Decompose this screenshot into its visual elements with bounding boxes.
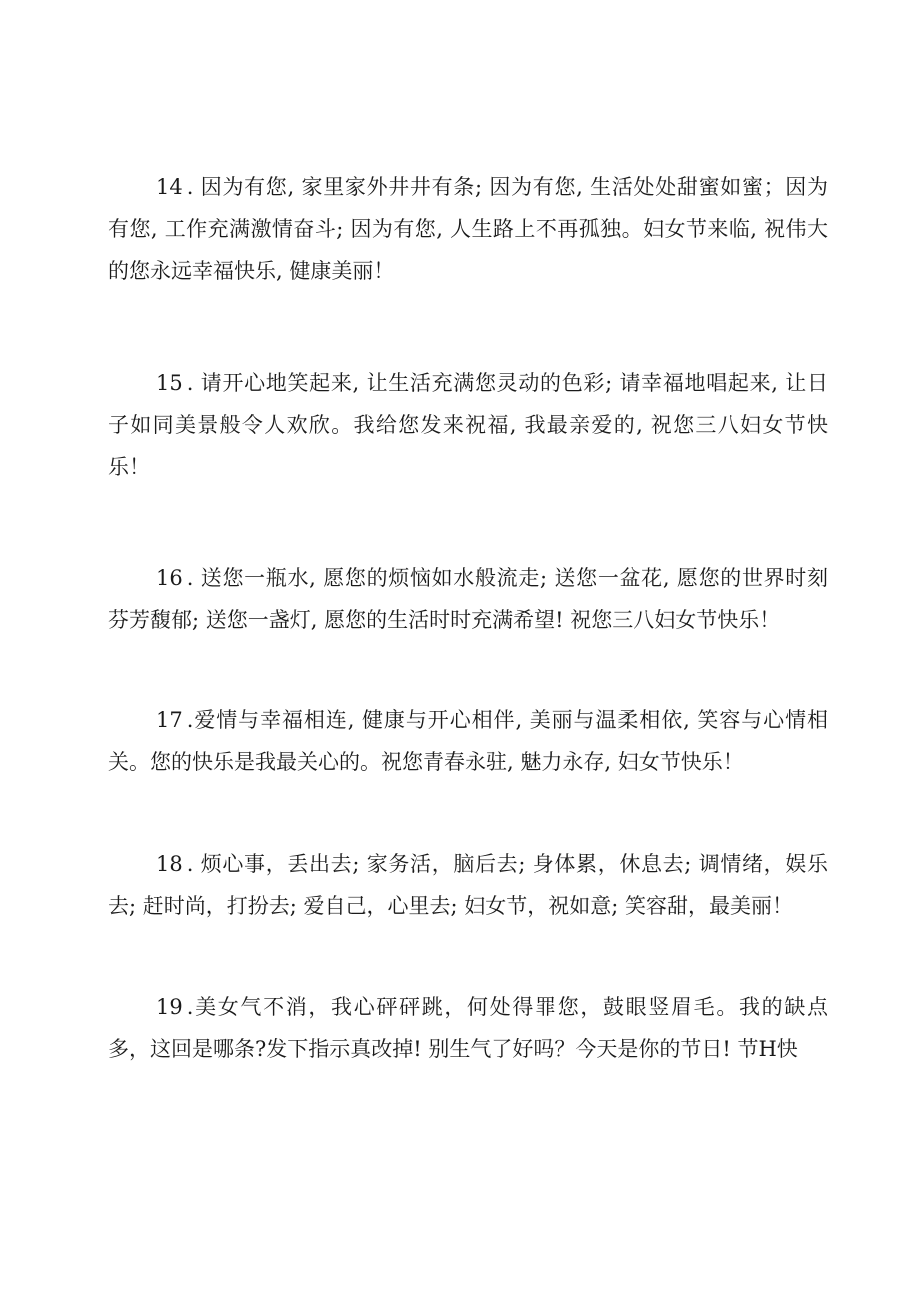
paragraph-number: 14 xyxy=(156,175,183,199)
paragraph-text: .美女气不消，我心砰砰跳，何处得罪您，鼓眼竖眉毛。我的缺点 xyxy=(186,995,828,1019)
paragraph-line: 关。您的快乐是我最关心的。祝您青春永驻, 魅力永存, 妇女节快乐！ xyxy=(108,750,744,774)
paragraph-text: . 请开心地笑起来, 让生活充满您灵动的色彩; 请幸福地唱起来, 让日 xyxy=(186,371,828,395)
paragraph-line: 多，这回是哪条?发下指示真改掉! 别生气了好吗？今天是你的节日! 节H快 xyxy=(108,1037,798,1061)
paragraph-19 xyxy=(108,986,828,1070)
paragraph-line: 芬芳馥郁; 送您一盏灯, 愿您的生活时时充满希望! 祝您三八妇女节快乐！ xyxy=(108,608,781,632)
paragraph-line xyxy=(108,166,828,208)
paragraph-number: 16 xyxy=(156,566,183,590)
paragraph-14 xyxy=(108,166,828,292)
paragraph-number: 19 xyxy=(156,995,183,1019)
paragraph-line: 的您永远幸福快乐, 健康美丽！ xyxy=(108,259,395,283)
paragraph-text: . 烦心事，丢出去; 家务活，脑后去; 身体累，休息去; 调情绪，娱乐 xyxy=(186,852,828,876)
paragraph-18 xyxy=(108,843,828,927)
paragraph-15 xyxy=(108,362,828,488)
paragraph-text: . 因为有您, 家里家外井井有条; 因为有您, 生活处处甜蜜如蜜；因为 xyxy=(186,175,828,199)
paragraph-line: 去; 赶时尚，打扮去; 爱自己，心里去; 妇女节，祝如意; 笑容甜，最美丽！ xyxy=(108,894,793,918)
paragraph-text: . 送您一瓶水, 愿您的烦恼如水般流走; 送您一盆花, 愿您的世界时刻 xyxy=(186,566,828,590)
paragraph-number: 18 xyxy=(156,852,183,876)
paragraph-text: .爱情与幸福相连, 健康与开心相伴, 美丽与温柔相依, 笑容与心情相 xyxy=(186,708,828,732)
paragraph-number: 15 xyxy=(156,371,183,395)
paragraph-line xyxy=(108,843,828,885)
paragraph-16 xyxy=(108,557,828,641)
paragraph-line xyxy=(108,986,828,1028)
paragraph-line: 乐！ xyxy=(108,455,150,479)
paragraph-line xyxy=(108,699,828,741)
paragraph-line: 有您, 工作充满激情奋斗; 因为有您, 人生路上不再孤独。妇女节来临, 祝伟大 xyxy=(108,217,828,241)
paragraph-17 xyxy=(108,699,828,783)
paragraph-number: 17 xyxy=(156,708,183,732)
paragraph-line xyxy=(108,557,828,599)
paragraph-line xyxy=(108,362,828,404)
paragraph-line: 子如同美景般令人欢欣。我给您发来祝福, 我最亲爱的, 祝您三八妇女节快 xyxy=(108,413,828,437)
